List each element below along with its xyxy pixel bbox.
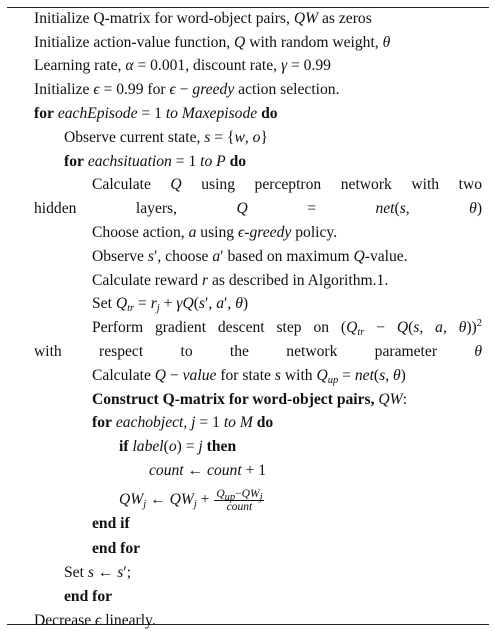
algorithm-line <box>7 488 489 513</box>
algorithm-line <box>7 342 489 362</box>
line-text: end for <box>92 540 141 557</box>
line-text: Initialize ϵ = 0.99 for ϵ − greedy action selection. <box>34 81 340 98</box>
algorithm-block <box>7 7 489 629</box>
algorithm-line <box>7 271 489 291</box>
line-text: Learning rate, α = 0.001, discount rate, γ = 0.99 <box>34 57 331 74</box>
line-text: with respect to the network parameter θ <box>34 343 482 360</box>
line-text: Set $Q_{tr} = r_j + \gamma Q(s'$, a′, θ) <box>92 295 249 314</box>
algorithm-line <box>7 152 489 172</box>
algorithm-line <box>7 128 489 148</box>
algorithm-line <box>7 539 489 559</box>
algorithm-line <box>7 318 489 338</box>
algorithm-line <box>7 9 489 29</box>
line-text: Construct Q-matrix for word-object pairs, QW: <box>92 391 408 408</box>
algorithm-line <box>7 104 489 124</box>
line-text: Observe current state, s = {w, o} <box>64 129 268 146</box>
line-text: Decrease ϵ linearly. <box>34 612 156 629</box>
algorithm-line <box>7 33 489 53</box>
algorithm-line <box>7 587 489 607</box>
line-text: for eachsituation = 1 to P do <box>64 153 247 170</box>
algorithm-line <box>7 413 489 433</box>
line-text: end for <box>64 588 113 605</box>
line-text: Observe s′, choose a′ based on maximum Q-value. <box>92 248 408 265</box>
algorithm-line <box>7 390 489 410</box>
algorithm-line <box>7 514 489 534</box>
algorithm-line <box>7 199 489 219</box>
line-text: for eachobject, j = 1 to M do <box>92 414 274 431</box>
line-text: Initialize Q-matrix for word-object pairs, QW as zeros <box>34 10 372 27</box>
line-text: for eachEpisode = 1 to Maxepisode do <box>34 105 278 122</box>
line-text: Calculate Q − value for state s with $Q_{up} = net(s$, θ) <box>92 367 406 386</box>
algorithm-line <box>7 563 489 583</box>
line-text: end if <box>92 515 130 532</box>
line-text: Perform gradient descent step on ($Q_{tr} - Q(s$, a, θ))$^2$ <box>92 318 482 338</box>
line-text: Calculate Q using perceptron network with two <box>92 176 483 193</box>
line-text: Calculate reward r as described in Algorithm.1. <box>92 272 389 289</box>
line-text: hidden layers, Q = net(s, θ) <box>34 200 483 217</box>
algorithm-line <box>7 247 489 267</box>
algorithm-line <box>7 294 489 314</box>
line-text: Initialize action-value function, Q with random weight, θ <box>34 34 391 51</box>
algorithm-line <box>7 437 489 457</box>
algorithm-line <box>7 611 489 631</box>
line-text: $QW_j$ ← $QW_j$ + $\frac{Q_{up}-QW_j}{\text{count}}$ <box>119 488 263 513</box>
algorithm-line <box>7 56 489 76</box>
algorithm-line <box>7 175 489 195</box>
line-text: if label(o) = j then <box>119 438 237 455</box>
line-text: count ← count + 1 <box>149 462 267 479</box>
algorithm-line <box>7 461 489 481</box>
line-text: Choose action, a using ϵ-greedy policy. <box>92 224 338 241</box>
algorithm-line <box>7 80 489 100</box>
algorithm-line <box>7 223 489 243</box>
line-text: Set s ← s′; <box>64 564 132 581</box>
algorithm-line <box>7 366 489 386</box>
